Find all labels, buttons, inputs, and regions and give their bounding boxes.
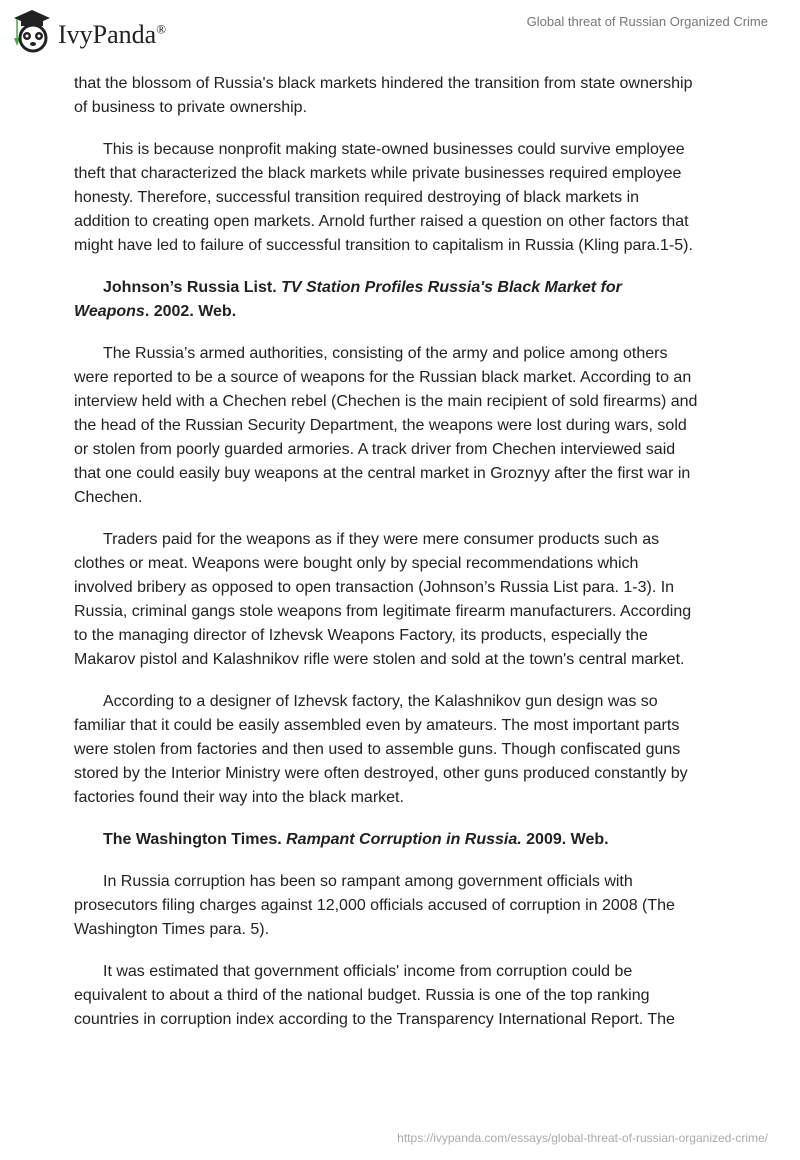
paragraph-line: countries in corruption index according to the Transparency International Report. The — [74, 1011, 675, 1028]
paragraph-line: interview held with a Chechen rebel (Chechen is the main recipient of sold firearms) and — [74, 393, 698, 410]
document-title: Global threat of Russian Organized Crime — [526, 14, 768, 29]
paragraph-line: were reported to be a source of weapons for the Russian black market. According to an — [74, 369, 692, 386]
registered-mark: ® — [156, 21, 167, 37]
paragraph — [74, 528, 734, 672]
reference-title1: Rampant Corruption in Russia. — [286, 831, 522, 848]
paragraph-line: stored by the Interior Ministry were often destroyed, other guns produced constantly by — [74, 765, 688, 782]
reference-title1: TV Station Profiles Russia's Black Market for — [281, 279, 622, 296]
paragraph — [74, 960, 734, 1032]
paragraph-line: of business to private ownership. — [74, 99, 308, 116]
paragraph-line: were stolen from factories and then used to assemble guns. Though confiscated guns — [74, 741, 681, 758]
paragraph — [74, 138, 734, 258]
paragraph — [74, 690, 734, 810]
paragraph-line: or stolen from poorly guarded armories. A track driver from Chechen interviewed said — [74, 441, 676, 458]
paragraph-line: Makarov pistol and Kalashnikov rifle were stolen and sold at the town's central market. — [74, 651, 685, 668]
reference-heading — [74, 828, 734, 852]
ivypanda-logo[interactable] — [12, 8, 166, 54]
paragraph-line: addition to creating open markets. Arnold further raised a question on other factors that — [74, 213, 689, 230]
reference-author: Johnson’s Russia List. — [103, 279, 282, 296]
essay-body — [74, 72, 734, 1050]
paragraph-line: equivalent to about a third of the national budget. Russia is one of the top ranking — [74, 987, 650, 1004]
paragraph-line: factories found their way into the black market. — [74, 789, 404, 806]
panda-graduate-icon — [12, 8, 52, 54]
reference-author: The Washington Times. — [103, 831, 287, 848]
paragraph-line: It was estimated that government officials' income from corruption could be — [103, 963, 633, 980]
paragraph-line: According to a designer of Izhevsk factory, the Kalashnikov gun design was so — [103, 693, 658, 710]
reference-rest: 2009. Web. — [521, 831, 609, 848]
paragraph-line: theft that characterized the black markets while private businesses required employee — [74, 165, 682, 182]
paragraph-line: might have led to failure of successful transition to capitalism in Russia (Kling para.1-5). — [74, 237, 693, 254]
paragraph-line: involved bribery as opposed to open transaction (Johnson’s Russia List para. 1-3). In — [74, 579, 675, 596]
paragraph-line: In Russia corruption has been so rampant among government officials with — [103, 873, 633, 890]
paragraph — [74, 870, 734, 942]
brand-name: IvyPanda — [58, 20, 157, 49]
paragraph-line: Chechen. — [74, 489, 143, 506]
paragraph-line: Washington Times para. 5). — [74, 921, 270, 938]
paragraph-line: honesty. Therefore, successful transition required destroying of black markets in — [74, 189, 640, 206]
paragraph-line: The Russia’s armed authorities, consisting of the army and police among others — [103, 345, 668, 362]
paragraph-line: Russia, criminal gangs stole weapons from legitimate firearm manufacturers. According — [74, 603, 692, 620]
reference-rest: . 2002. Web. — [144, 303, 237, 320]
page-header — [0, 0, 800, 60]
paragraph-line: to the managing director of Izhevsk Weapons Factory, its products, especially the — [74, 627, 648, 644]
paragraph-line: This is because nonprofit making state-owned businesses could survive employee — [103, 141, 685, 158]
reference-line — [74, 276, 734, 300]
paragraph-line: familiar that it could be easily assembled even by amateurs. The most important parts — [74, 717, 680, 734]
paragraph-line: prosecutors filing charges against 12,000 officials accused of corruption in 2008 (The — [74, 897, 675, 914]
reference-line — [74, 828, 734, 852]
paragraph-line: that one could easily buy weapons at the central market in Groznyy after the first war in — [74, 465, 691, 482]
paragraph-line: that the blossom of Russia's black markets hindered the transition from state ownership — [74, 75, 693, 92]
reference-line — [74, 300, 734, 324]
reference-title2: Weapons — [74, 303, 145, 320]
paragraph-line: clothes or meat. Weapons were bought only by special recommendations which — [74, 555, 639, 572]
source-url[interactable]: https://ivypanda.com/essays/global-threat-of-russian-organized-crime/ — [397, 1131, 768, 1145]
paragraph-line: the head of the Russian Security Department, the weapons were lost during wars, sold — [74, 417, 687, 434]
reference-heading — [74, 276, 734, 324]
paragraph — [74, 342, 734, 510]
paragraph — [74, 72, 734, 120]
paragraph-line: Traders paid for the weapons as if they were mere consumer products such as — [103, 531, 660, 548]
